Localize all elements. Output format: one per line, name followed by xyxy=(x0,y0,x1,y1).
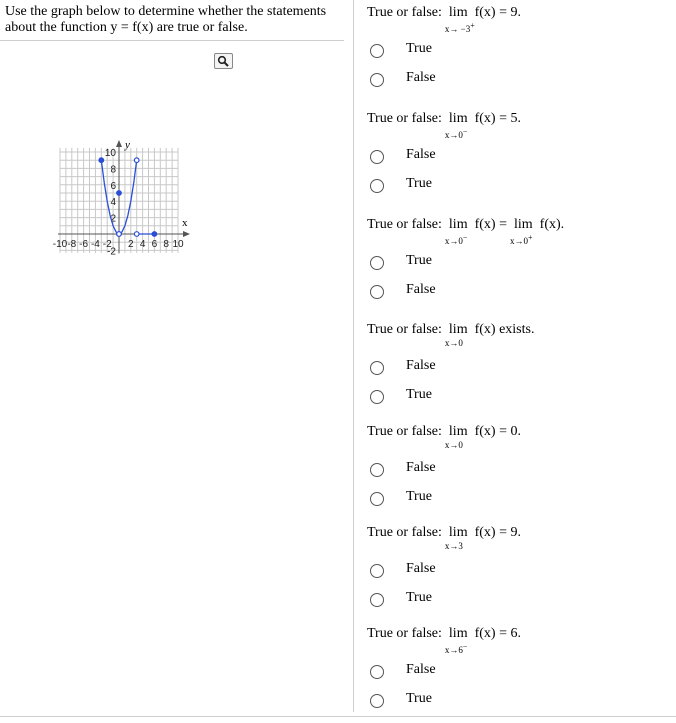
question-prefix: True or false: xyxy=(367,217,442,232)
x-tick-label: 8 xyxy=(163,239,169,250)
question-text xyxy=(367,5,521,34)
option-true[interactable] xyxy=(367,178,487,198)
radio-button[interactable] xyxy=(370,492,384,506)
question-prefix: True or false: xyxy=(367,322,442,337)
open-endpoint xyxy=(117,232,122,237)
x-tick-label: 2 xyxy=(128,239,134,250)
x-tick-label: -8 xyxy=(67,239,77,250)
curve-right-parabola-branch xyxy=(119,160,137,234)
x-axis-label: x xyxy=(182,217,188,229)
limit-expression: f(x) = 5. xyxy=(474,111,521,126)
y-tick-label: 4 xyxy=(110,197,116,209)
limit-operator: lim x→0− xyxy=(444,217,468,246)
limit-subscript: x→3 xyxy=(444,541,463,551)
y-tick-label: 2 xyxy=(110,213,116,225)
limit-expression: f(x) = 6. xyxy=(474,626,521,641)
radio-button[interactable] xyxy=(370,665,384,679)
y-tick-label: 8 xyxy=(110,164,116,176)
limit-operator: lim x→0− xyxy=(444,111,468,140)
divider-vertical xyxy=(353,0,354,712)
bottom-rule xyxy=(0,716,676,717)
question-prefix: True or false: xyxy=(367,525,442,540)
radio-button[interactable] xyxy=(370,150,384,164)
y-tick-label: -2 xyxy=(107,246,116,258)
limit-operator: lim x→3 xyxy=(444,525,468,551)
option-label: True xyxy=(406,176,432,191)
option-true[interactable] xyxy=(367,389,487,409)
option-label: True xyxy=(406,387,432,402)
radio-button[interactable] xyxy=(370,285,384,299)
limit-subscript: x→ −3+ xyxy=(444,21,475,34)
y-axis-arrow xyxy=(116,140,122,147)
question-text xyxy=(367,217,565,246)
question-text xyxy=(367,322,535,348)
open-endpoint xyxy=(134,232,139,237)
limit-expression-2: f(x). xyxy=(539,217,565,232)
question-prefix: True or false: xyxy=(367,424,442,439)
limit-subscript: x→0 xyxy=(444,440,463,450)
function-graph xyxy=(0,50,250,275)
limit-operator: lim x→0 xyxy=(444,424,468,450)
limit-expression: f(x) = 9. xyxy=(474,5,521,20)
y-tick-label: 10 xyxy=(104,148,116,159)
open-endpoint xyxy=(134,158,139,163)
limit-operator: lim x→0+ xyxy=(509,217,533,246)
x-tick-label: -4 xyxy=(90,239,100,250)
x-tick-label: -10 xyxy=(52,239,68,250)
instructions-text: Use the graph below to determine whether the statements about the function y = f(x) are true or false. xyxy=(5,4,327,35)
question-prefix: True or false: xyxy=(367,111,442,126)
radio-button[interactable] xyxy=(370,463,384,477)
question-text xyxy=(367,626,521,655)
option-false[interactable] xyxy=(367,72,487,92)
question-text xyxy=(367,111,521,140)
x-tick-label: 6 xyxy=(151,239,158,250)
limit-subscript: x→0+ xyxy=(509,233,533,246)
radio-button[interactable] xyxy=(370,73,384,87)
option-label: False xyxy=(406,147,436,162)
closed-endpoint xyxy=(99,158,104,163)
option-label: False xyxy=(406,662,436,677)
limit-subscript: x→6− xyxy=(444,642,468,655)
option-label: True xyxy=(406,41,432,56)
limit-subscript: x→0 xyxy=(444,338,463,348)
x-tick-label: -6 xyxy=(79,239,89,250)
question-prefix: True or false: xyxy=(367,5,442,20)
option-label: True xyxy=(406,489,432,504)
option-true[interactable] xyxy=(367,491,487,511)
limit-expression: f(x) = 9. xyxy=(474,525,521,540)
option-label: False xyxy=(406,460,436,475)
radio-button[interactable] xyxy=(370,694,384,708)
option-false[interactable] xyxy=(367,462,487,482)
limit-operator: lim x→ −3+ xyxy=(444,5,475,34)
radio-button[interactable] xyxy=(370,361,384,375)
option-false[interactable] xyxy=(367,284,487,304)
limit-expression: f(x) = xyxy=(474,217,507,232)
question-text xyxy=(367,525,521,551)
y-axis-label: y xyxy=(125,139,130,151)
x-tick-label: -2 xyxy=(102,239,112,250)
option-false[interactable] xyxy=(367,664,487,684)
limit-expression: f(x) exists. xyxy=(474,322,535,337)
limit-subscript: x→0− xyxy=(444,233,468,246)
isolated-point xyxy=(117,191,122,196)
limit-operator: lim x→0 xyxy=(444,322,468,348)
radio-button[interactable] xyxy=(370,256,384,270)
question-text xyxy=(367,424,521,450)
option-true[interactable] xyxy=(367,255,487,275)
limit-expression: f(x) = 0. xyxy=(474,424,521,439)
option-label: False xyxy=(406,282,436,297)
option-true[interactable] xyxy=(367,43,487,63)
option-label: False xyxy=(406,561,436,576)
divider-horizontal xyxy=(0,40,344,41)
option-false[interactable] xyxy=(367,563,487,583)
x-axis-arrow xyxy=(183,231,190,237)
radio-button[interactable] xyxy=(370,593,384,607)
radio-button[interactable] xyxy=(370,44,384,58)
option-label: False xyxy=(406,358,436,373)
x-tick-label: 10 xyxy=(172,239,184,250)
option-label: True xyxy=(406,691,432,706)
option-label: False xyxy=(406,70,436,85)
limit-operator: lim x→6− xyxy=(444,626,468,655)
option-true[interactable] xyxy=(367,592,487,612)
option-true[interactable] xyxy=(367,693,487,713)
option-label: True xyxy=(406,590,432,605)
radio-button[interactable] xyxy=(370,179,384,193)
y-tick-label: 6 xyxy=(110,180,116,192)
radio-button[interactable] xyxy=(370,564,384,578)
closed-endpoint xyxy=(152,232,157,237)
option-label: True xyxy=(406,253,432,268)
option-false[interactable] xyxy=(367,360,487,380)
radio-button[interactable] xyxy=(370,390,384,404)
limit-subscript: x→0− xyxy=(444,127,468,140)
option-false[interactable] xyxy=(367,149,487,169)
x-tick-label: 4 xyxy=(139,239,146,250)
question-prefix: True or false: xyxy=(367,626,442,641)
